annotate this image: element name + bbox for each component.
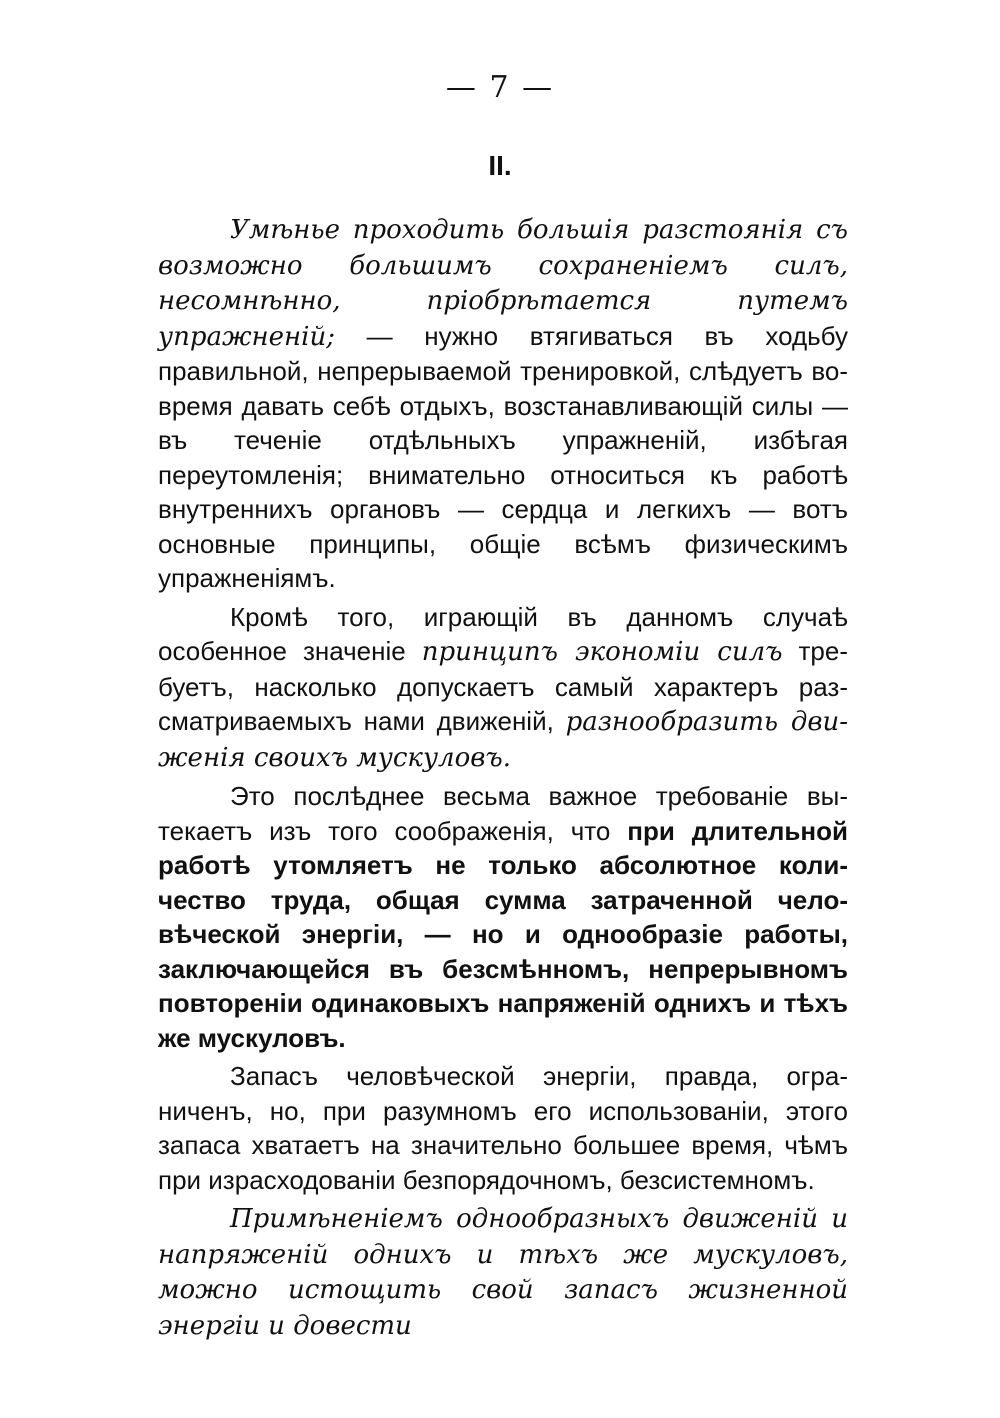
text-run: требуетъ, насколько допускаетъ самый характеръ разсматриваемыхъ нами движеній, — [158, 636, 848, 736]
paragraph-1 — [158, 212, 848, 596]
paragraph-4 — [158, 1059, 848, 1197]
paragraph-5 — [158, 1201, 848, 1343]
italic-run: Умѣнье проходить большія разстоянія съ возможно большимъ сохраненіемъ силъ, несомнѣнно, пріобрѣтается путемъ упражненій; — [158, 215, 848, 352]
text-run: Это послѣднее весьма важное требованіе вытекаетъ изъ того соображенія, что — [158, 781, 848, 846]
text-run: Запасъ человѣческой энергіи, правда, ограниченъ, но, при разумномъ его использованіи, этого запаса хватаетъ на значительно большее время, чѣмъ при израсходованіи безпорядочномъ, безсистемномъ. — [158, 1061, 848, 1195]
text-run: — нужно втягиваться въ ходьбу правильной, непрерываемой тренировкой, слѣдуетъ во-время давать себѣ отдыхъ, возстанавливающій силы — въ теченіе отдѣльныхъ упражненій, избѣгая переутомленія; внимательно относиться къ работѣ внутреннихъ органовъ — сердца и легкихъ — вотъ основные принципы, общіе всѣмъ физическимъ упражненіямъ. — [158, 320, 848, 593]
paragraph-2 — [158, 600, 848, 776]
page-number: — 7 — — [445, 70, 555, 105]
body-text — [158, 212, 848, 1343]
italic-run: принципъ экономіи силъ — [421, 637, 783, 667]
bold-run: при длительной работѣ утомляетъ не только абсолютное количество труда, общая сумма затраченной человѣческой энергіи, — но и однообразіе работы, заключающейся въ безсмѣнномъ, непрерывномъ повтореніи одинаковыхъ напряженій однихъ и тѣхъ же мускуловъ. — [158, 815, 848, 1053]
paragraph-3 — [158, 779, 848, 1055]
italic-run: Примѣненіемъ однообразныхъ движеній и напряженій однихъ и тѣхъ же мускуловъ, можно истощить свой запасъ жизненной энергіи и довести — [158, 1204, 848, 1341]
chapter-heading: II. — [488, 150, 512, 181]
italic-run: разнообразить движенія своихъ мускуловъ. — [158, 707, 848, 773]
text-run: Кромѣ того, играющій въ данномъ случаѣ особенное значеніе — [158, 601, 848, 666]
